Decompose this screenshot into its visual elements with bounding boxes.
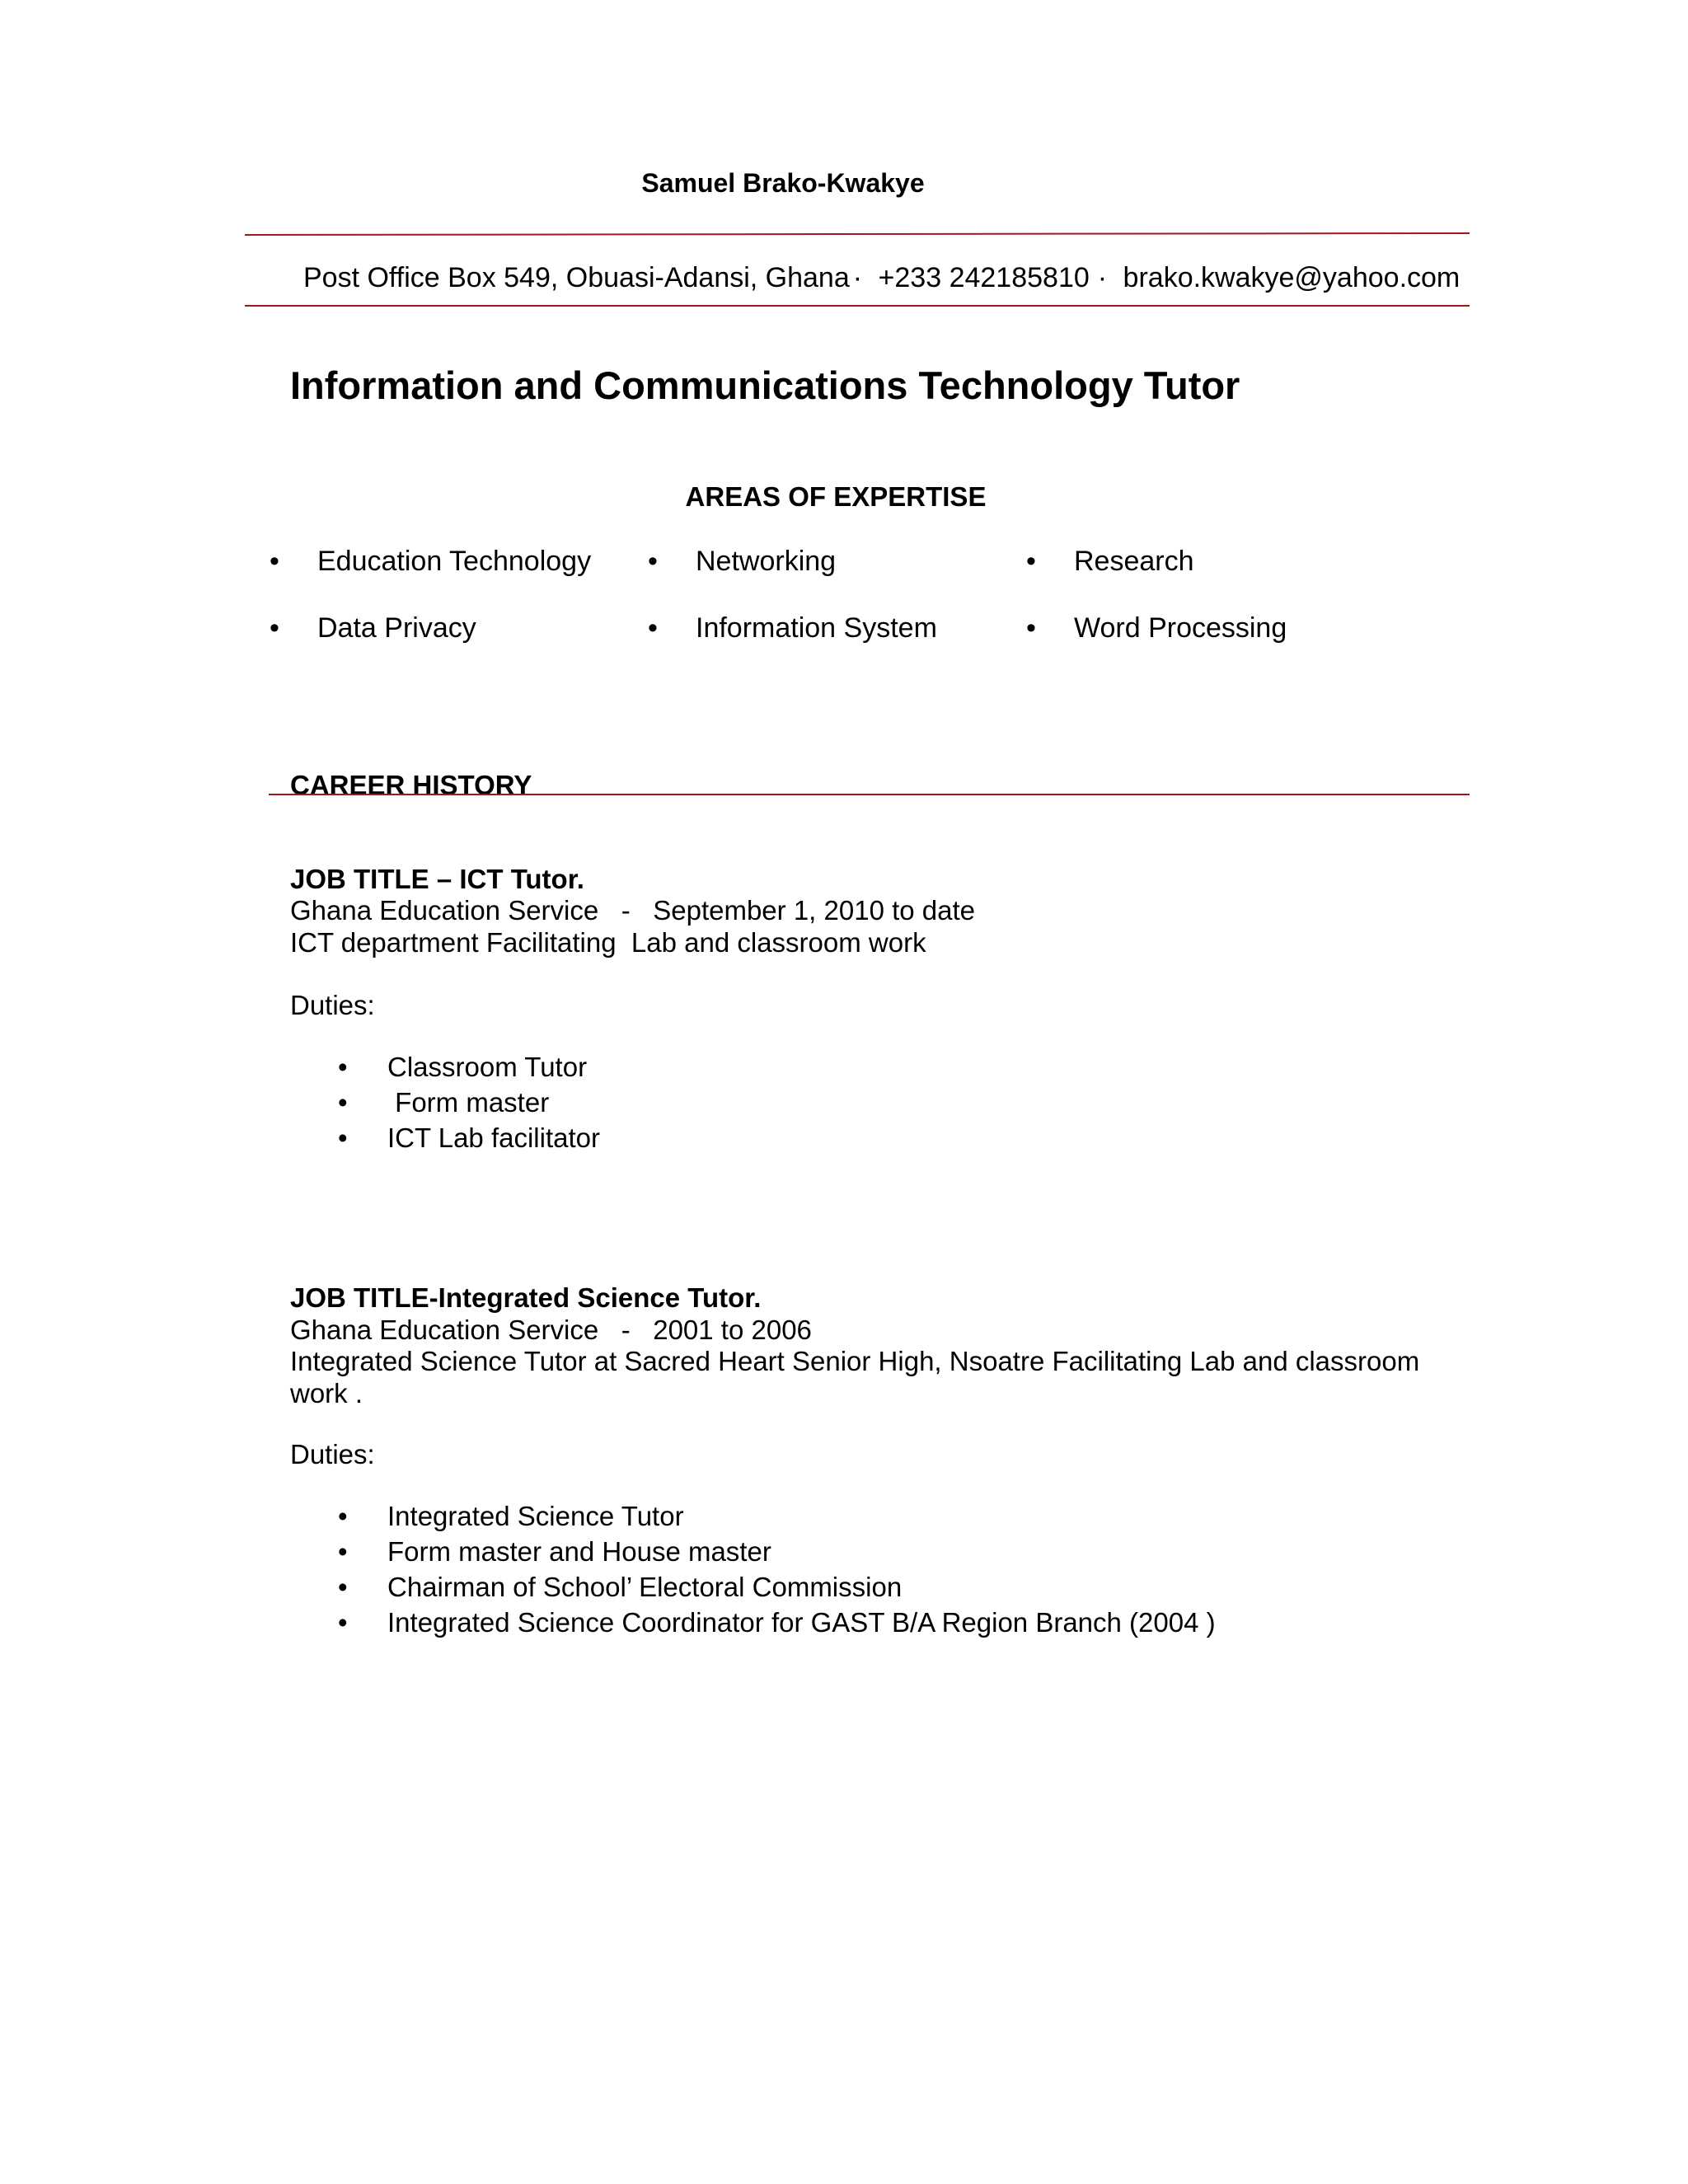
bullet-icon: •	[338, 1052, 348, 1082]
career-history-rule	[269, 794, 1470, 795]
contact-line	[303, 262, 1460, 294]
contact-address: Post Office Box 549, Obuasi-Adansi, Ghana	[303, 262, 850, 293]
contact-separator: ·	[1097, 262, 1108, 293]
bullet-icon: •	[338, 1572, 348, 1602]
duty-item: • Chairman of School’ Electoral Commission	[387, 1569, 1216, 1605]
contact-separator: ·	[852, 262, 863, 293]
expertise-item: • Data Privacy	[270, 612, 476, 644]
duty-item: • Integrated Science Tutor	[387, 1498, 1216, 1534]
duty-item: • ICT Lab facilitator	[387, 1120, 600, 1155]
header-top-rule	[245, 232, 1470, 236]
bullet-icon: •	[1026, 546, 1036, 577]
career-history-title: CAREER HISTORY	[290, 770, 532, 800]
bullet-icon: •	[338, 1501, 348, 1531]
duty-item: • Classroom Tutor	[387, 1049, 600, 1085]
bullet-icon: •	[648, 546, 658, 577]
duties-label: Duties:	[290, 990, 375, 1020]
duty-item: • Form master	[387, 1085, 600, 1120]
duty-item: • Form master and House master	[387, 1534, 1216, 1569]
expertise-item: • Education Technology	[270, 546, 592, 577]
duty-item: • Integrated Science Coordinator for GAST B/A Region Branch (2004 )	[387, 1605, 1216, 1640]
bullet-icon: •	[338, 1536, 348, 1567]
job-employer-line: Ghana Education Service - 2001 to 2006	[290, 1315, 812, 1345]
job-description: Integrated Science Tutor at Sacred Heart Senior High, Nsoatre Facilitating Lab and classroom work .	[290, 1346, 1420, 1408]
bullet-icon: •	[648, 612, 658, 644]
expertise-item: • Information System	[648, 612, 937, 644]
expertise-title: AREAS OF EXPERTISE	[685, 481, 987, 512]
job-title: JOB TITLE – ICT Tutor.	[290, 864, 584, 894]
contact-phone: +233 242185810	[878, 262, 1090, 293]
bullet-icon: •	[270, 546, 279, 577]
bullet-icon: •	[338, 1607, 348, 1638]
header-bottom-rule	[245, 305, 1470, 307]
job-employer-line: Ghana Education Service - September 1, 2010 to date	[290, 895, 976, 926]
contact-email[interactable]: brako.kwakye@yahoo.com	[1123, 262, 1461, 293]
candidate-name: Samuel Brako-Kwakye	[641, 168, 925, 198]
expertise-item: • Networking	[648, 546, 837, 577]
bullet-icon: •	[270, 612, 279, 644]
expertise-item: • Word Processing	[1026, 612, 1287, 644]
bullet-icon: •	[1026, 612, 1036, 644]
professional-headline: Information and Communications Technology Tutor	[290, 363, 1240, 407]
job-title: JOB TITLE-Integrated Science Tutor.	[290, 1282, 762, 1313]
job-description: ICT department Facilitating Lab and classroom work	[290, 927, 926, 958]
duties-label: Duties:	[290, 1439, 375, 1469]
expertise-item: • Research	[1026, 546, 1194, 577]
bullet-icon: •	[338, 1122, 348, 1153]
duties-list	[338, 1049, 601, 1155]
bullet-icon: •	[338, 1087, 348, 1118]
duties-list	[338, 1498, 1216, 1640]
